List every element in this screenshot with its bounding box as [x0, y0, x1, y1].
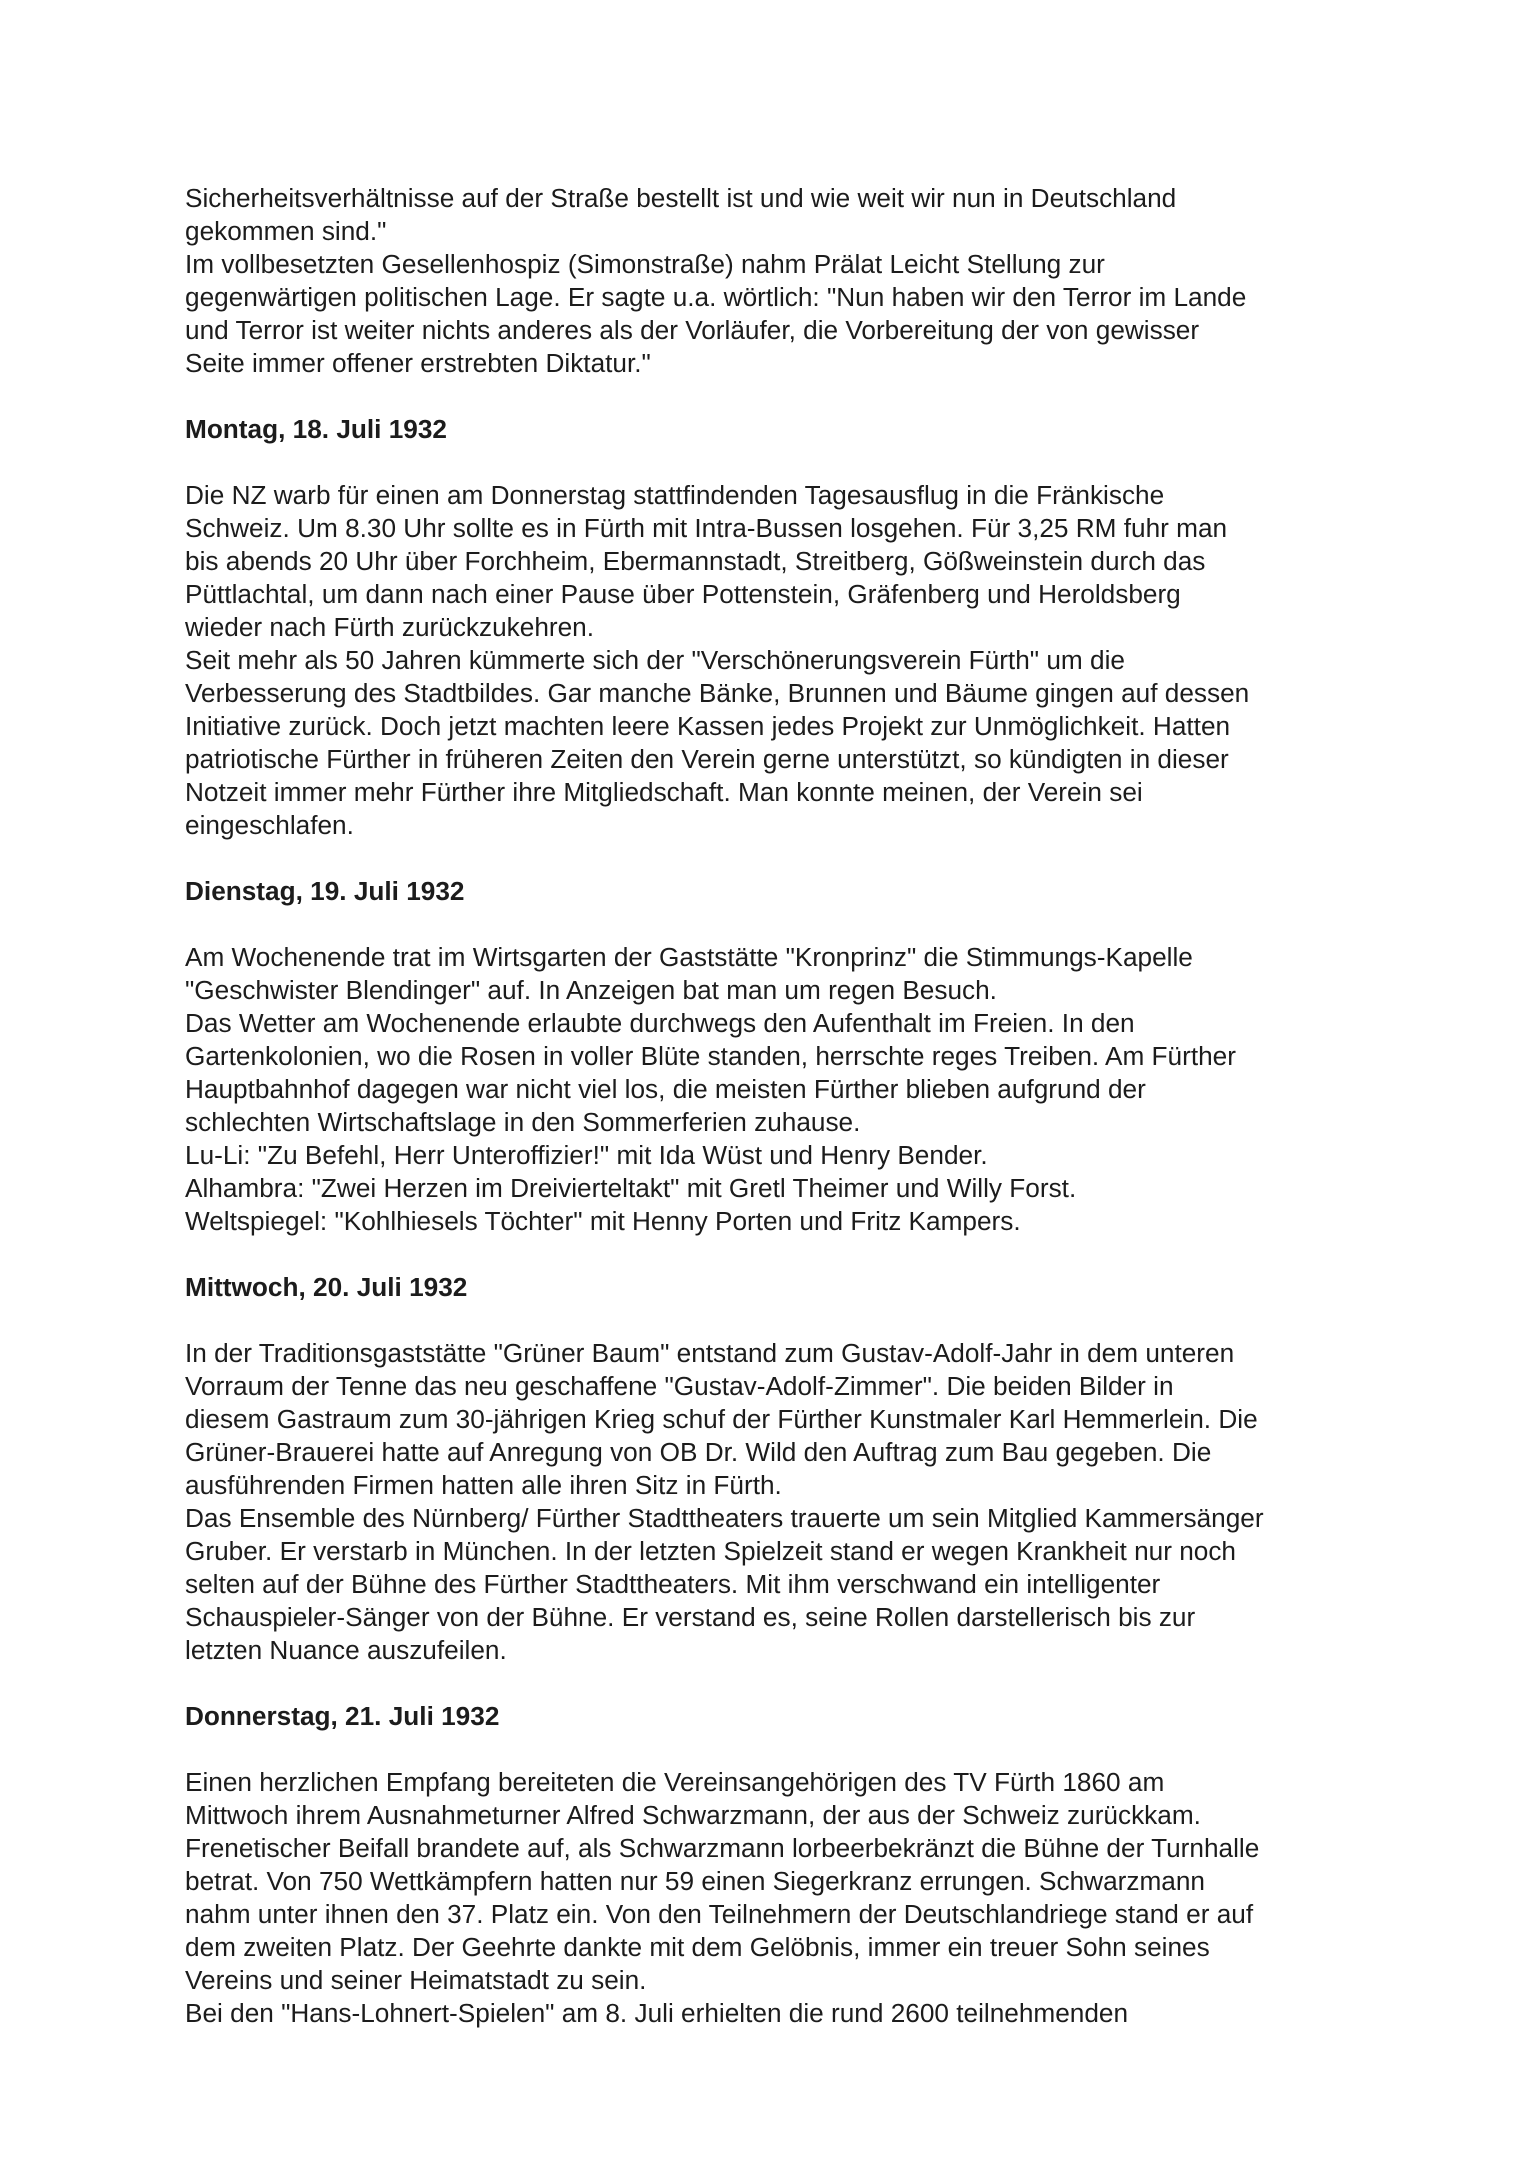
date-heading-montag: Montag, 18. Juli 1932 — [185, 414, 447, 444]
text-line: gegenwärtigen politischen Lage. Er sagte u.a. wörtlich: "Nun haben wir den Terror im Lande — [185, 282, 1247, 312]
text-line: Im vollbesetzten Gesellenhospiz (Simonstraße) nahm Prälat Leicht Stellung zur — [185, 249, 1105, 279]
text-line: Mittwoch ihrem Ausnahmeturner Alfred Schwarzmann, der aus der Schweiz zurückkam. — [185, 1800, 1201, 1830]
text-line: Püttlachtal, um dann nach einer Pause über Pottenstein, Gräfenberg und Heroldsberg — [185, 579, 1181, 609]
text-line: nahm unter ihnen den 37. Platz ein. Von den Teilnehmern der Deutschlandriege stand er auf — [185, 1899, 1254, 1929]
text-line: wieder nach Fürth zurückzukehren. — [185, 612, 595, 642]
text-line: ausführenden Firmen hatten alle ihren Sitz in Fürth. — [185, 1470, 782, 1500]
text-line: Einen herzlichen Empfang bereiteten die Vereinsangehörigen des TV Fürth 1860 am — [185, 1767, 1165, 1797]
text-line: gekommen sind." — [185, 216, 387, 246]
text-line: Verbesserung des Stadtbildes. Gar manche Bänke, Brunnen und Bäume gingen auf dessen — [185, 678, 1250, 708]
text-line: Sicherheitsverhältnisse auf der Straße bestellt ist und wie weit wir nun in Deutschland — [185, 183, 1177, 213]
text-line: Das Wetter am Wochenende erlaubte durchwegs den Aufenthalt im Freien. In den — [185, 1008, 1135, 1038]
text-line: Grüner-Brauerei hatte auf Anregung von OB Dr. Wild den Auftrag zum Bau gegeben. Die — [185, 1437, 1212, 1467]
text-line: Frenetischer Beifall brandete auf, als Schwarzmann lorbeerbekränzt die Bühne der Turnhalle — [185, 1833, 1260, 1863]
text-line: dem zweiten Platz. Der Geehrte dankte mit dem Gelöbnis, immer ein treuer Sohn seines — [185, 1932, 1210, 1962]
text-line: Bei den "Hans-Lohnert-Spielen" am 8. Juli erhielten die rund 2600 teilnehmenden — [185, 1998, 1129, 2028]
text-line: patriotische Fürther in früheren Zeiten den Verein gerne unterstützt, so kündigten in dieser — [185, 744, 1229, 774]
paragraph-montag — [185, 479, 1400, 842]
text-line: und Terror ist weiter nichts anderes als der Vorläufer, die Vorbereitung der von gewisser — [185, 315, 1200, 345]
paragraph-dienstag — [185, 941, 1400, 1238]
text-line: Vorraum der Tenne das neu geschaffene "Gustav-Adolf-Zimmer". Die beiden Bilder in — [185, 1371, 1174, 1401]
text-line: bis abends 20 Uhr über Forchheim, Ebermannstadt, Streitberg, Gößweinstein durch das — [185, 546, 1206, 576]
text-line: Gartenkolonien, wo die Rosen in voller Blüte standen, herrschte reges Treiben. Am Fürther — [185, 1041, 1236, 1071]
text-line: Gruber. Er verstarb in München. In der letzten Spielzeit stand er wegen Krankheit nur noch — [185, 1536, 1236, 1566]
text-line: Das Ensemble des Nürnberg/ Fürther Stadttheaters trauerte um sein Mitglied Kammersänger — [185, 1503, 1264, 1533]
date-heading-mittwoch: Mittwoch, 20. Juli 1932 — [185, 1272, 468, 1302]
date-heading-dienstag: Dienstag, 19. Juli 1932 — [185, 876, 465, 906]
text-line: Seit mehr als 50 Jahren kümmerte sich der "Verschönerungsverein Fürth" um die — [185, 645, 1125, 675]
document-page — [185, 182, 1400, 2030]
text-line: Am Wochenende trat im Wirtsgarten der Gaststätte "Kronprinz" die Stimmungs-Kapelle — [185, 942, 1193, 972]
text-line: Vereins und seiner Heimatstadt zu sein. — [185, 1965, 647, 1995]
text-line: Weltspiegel: "Kohlhiesels Töchter" mit Henny Porten und Fritz Kampers. — [185, 1206, 1021, 1236]
text-line: Lu-Li: "Zu Befehl, Herr Unteroffizier!" mit Ida Wüst und Henry Bender. — [185, 1140, 988, 1170]
text-line: Initiative zurück. Doch jetzt machten leere Kassen jedes Projekt zur Unmöglichkeit. Hatten — [185, 711, 1231, 741]
text-line: Seite immer offener erstrebten Diktatur." — [185, 348, 651, 378]
text-line: Die NZ warb für einen am Donnerstag stattfindenden Tagesausflug in die Fränkische — [185, 480, 1165, 510]
text-line: Alhambra: "Zwei Herzen im Dreivierteltakt" mit Gretl Theimer und Willy Forst. — [185, 1173, 1077, 1203]
text-line: "Geschwister Blendinger" auf. In Anzeigen bat man um regen Besuch. — [185, 975, 997, 1005]
text-line: selten auf der Bühne des Fürther Stadttheaters. Mit ihm verschwand ein intelligenter — [185, 1569, 1161, 1599]
paragraph-intro — [185, 182, 1400, 380]
paragraph-donnerstag — [185, 1766, 1400, 2030]
text-line: betrat. Von 750 Wettkämpfern hatten nur 59 einen Siegerkranz errungen. Schwarzmann — [185, 1866, 1205, 1896]
paragraph-mittwoch — [185, 1337, 1400, 1667]
text-line: Schauspieler-Sänger von der Bühne. Er verstand es, seine Rollen darstellerisch bis zur — [185, 1602, 1196, 1632]
text-line: letzten Nuance auszufeilen. — [185, 1635, 507, 1665]
text-line: In der Traditionsgaststätte "Grüner Baum" entstand zum Gustav-Adolf-Jahr in dem unteren — [185, 1338, 1235, 1368]
text-line: Notzeit immer mehr Fürther ihre Mitgliedschaft. Man konnte meinen, der Verein sei — [185, 777, 1143, 807]
date-heading-donnerstag: Donnerstag, 21. Juli 1932 — [185, 1701, 500, 1731]
text-line: Hauptbahnhof dagegen war nicht viel los, die meisten Fürther blieben aufgrund der — [185, 1074, 1146, 1104]
text-line: Schweiz. Um 8.30 Uhr sollte es in Fürth mit Intra-Bussen losgehen. Für 3,25 RM fuhr man — [185, 513, 1228, 543]
text-line: eingeschlafen. — [185, 810, 354, 840]
text-line: diesem Gastraum zum 30-jährigen Krieg schuf der Fürther Kunstmaler Karl Hemmerlein. Die — [185, 1404, 1258, 1434]
text-line: schlechten Wirtschaftslage in den Sommerferien zuhause. — [185, 1107, 861, 1137]
